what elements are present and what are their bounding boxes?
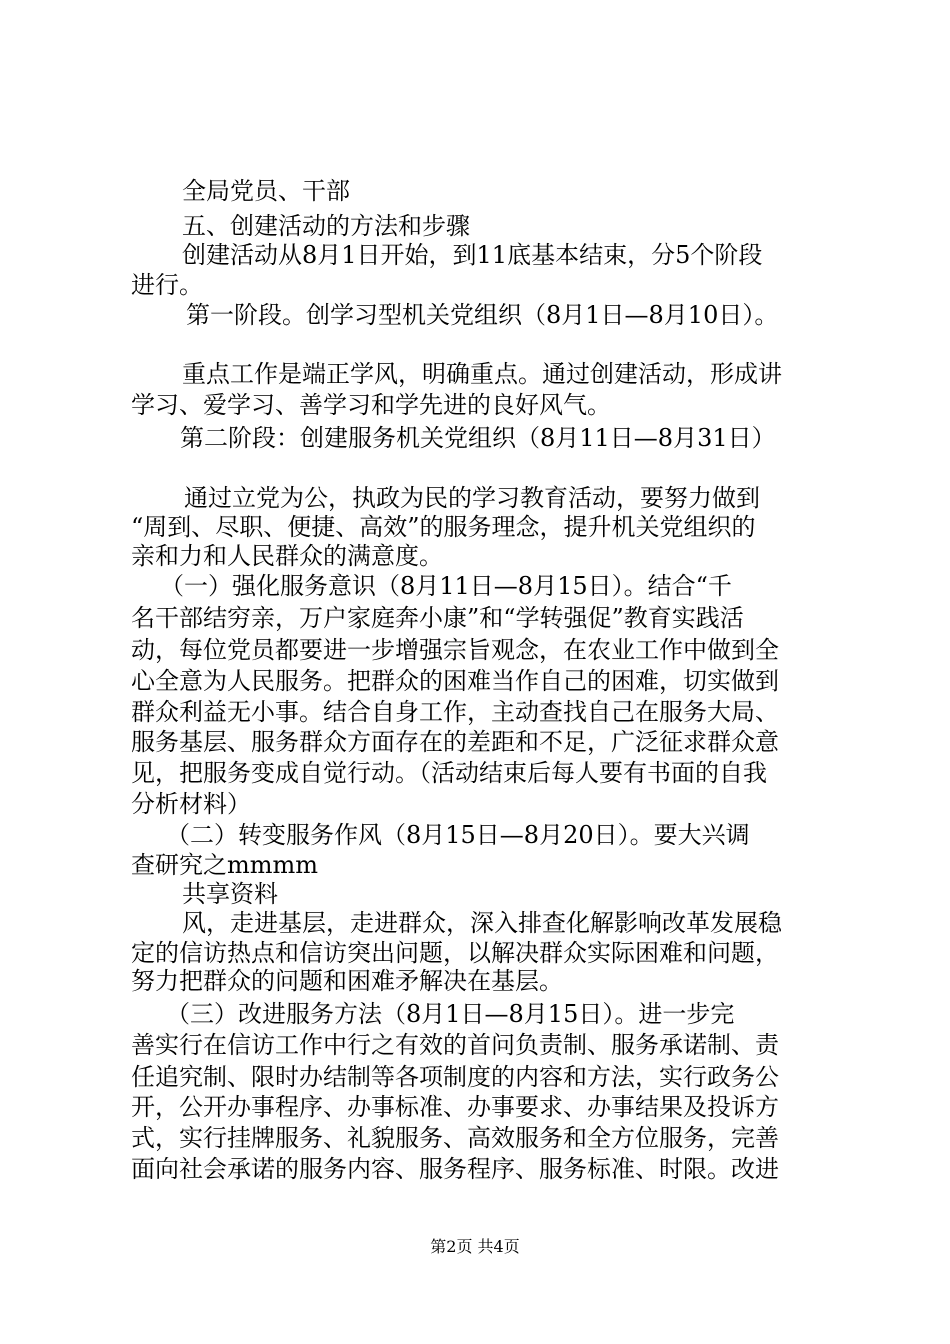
text-line-15: 心全意为人民服务。把群众的困难当作自己的困难，切实做到	[131, 667, 779, 695]
text-line-21: 查研究之mmmm	[131, 851, 319, 879]
text-line-23: 风，走进基层，走进群众，深入排查化解影响改革发展稳	[182, 909, 782, 937]
text-line-20: （二）转变服务作风（8月15日—8月20日）。要大兴调	[166, 821, 750, 849]
text-line-30: 式，实行挂牌服务、礼貌服务、高效服务和全方位服务，完善	[131, 1124, 779, 1152]
text-line-3: 创建活动从8月1日开始，到11底基本结束，分5个阶段	[182, 241, 763, 269]
text-line-12: （一）强化服务意识（8月11日—8月15日）。结合“千	[160, 572, 732, 600]
text-line-25: 努力把群众的问题和困难矛解决在基层。	[131, 967, 563, 995]
page-number-footer: 第2页 共4页	[430, 1237, 520, 1256]
text-line-31: 面向社会承诺的服务内容、服务程序、服务标准、时限。改进	[131, 1155, 779, 1183]
text-line-1: 全局党员、干部	[182, 177, 350, 205]
text-line-10: “周到、尽职、便捷、高效”的服务理念，提升机关党组织的	[131, 513, 756, 541]
text-line-28: 任追究制、限时办结制等各项制度的内容和方法，实行政务公	[131, 1063, 779, 1091]
text-line-4: 进行。	[131, 271, 203, 299]
text-line-18: 见，把服务变成自觉行动。（活动结束后每人要有书面的自我	[131, 759, 767, 787]
text-line-27: 善实行在信访工作中行之有效的首问负责制、服务承诺制、责	[131, 1031, 779, 1059]
text-line-7: 学习、爱学习、善学习和学先进的良好风气。	[131, 391, 611, 419]
text-line-11: 亲和力和人民群众的满意度。	[131, 542, 443, 570]
text-line-6: 重点工作是端正学风，明确重点。通过创建活动，形成讲	[182, 360, 782, 388]
text-line-19: 分析材料）	[131, 790, 251, 818]
text-line-8: 第二阶段：创建服务机关党组织（8月11日—8月31日）	[180, 424, 776, 452]
text-line-26: （三）改进服务方法（8月1日—8月15日）。进一步完	[166, 1000, 735, 1028]
text-line-13: 名干部结穷亲，万户家庭奔小康”和“学转强促”教育实践活	[131, 604, 744, 632]
text-line-5: 第一阶段。创学习型机关党组织（8月1日—8月10日）。	[186, 301, 779, 329]
text-line-29: 开，公开办事程序、办事标准、办事要求、办事结果及投诉方	[131, 1093, 779, 1121]
text-line-22: 共享资料	[182, 880, 278, 908]
text-line-2: 五、创建活动的方法和步骤	[182, 212, 470, 240]
text-line-24: 定的信访热点和信访突出问题，以解决群众实际困难和问题，	[131, 939, 779, 967]
text-line-9: 通过立党为公，执政为民的学习教育活动，要努力做到	[184, 484, 760, 512]
text-line-17: 服务基层、服务群众方面存在的差距和不足，广泛征求群众意	[131, 728, 779, 756]
text-line-14: 动，每位党员都要进一步增强宗旨观念，在农业工作中做到全	[131, 636, 779, 664]
text-line-16: 群众利益无小事。结合自身工作，主动查找自己在服务大局、	[131, 698, 779, 726]
